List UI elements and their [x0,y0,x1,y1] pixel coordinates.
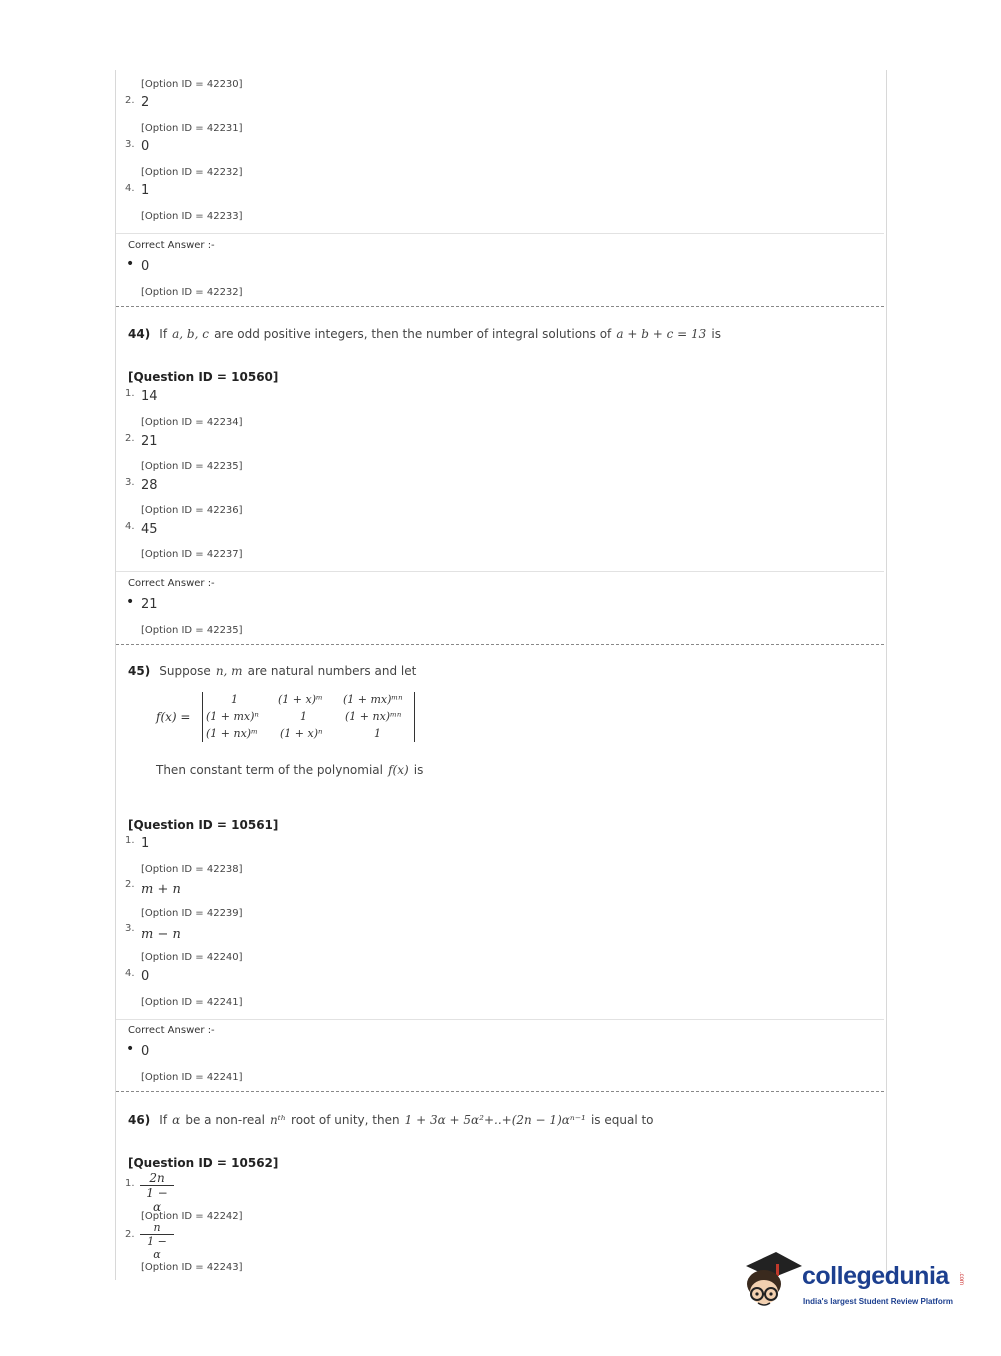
correct-answer-label: Correct Answer :- [128,578,215,589]
question-text: are odd positive integers, then the number of integral solutions of [214,327,612,341]
question-id: [Question ID = 10560] [128,370,279,384]
determinant-cell: (1 + nx)ᵐⁿ [345,710,402,723]
option-number: 1. [125,1178,135,1189]
logo-com: .com [958,1272,964,1286]
correct-answer-value: 0 [141,1044,150,1059]
option-id: [Option ID = 42235] [141,461,243,472]
correct-option-id: [Option ID = 42235] [141,625,243,636]
determinant-cell: 1 [374,727,381,740]
option-id: [Option ID = 42230] [141,79,243,90]
fraction-numerator: n [140,1221,174,1235]
question-number: 44) [128,327,151,341]
correct-answer-value: 21 [141,597,158,612]
option-value: 2 [141,95,150,110]
question-46 [128,1109,654,1128]
option-id: [Option ID = 42237] [141,549,243,560]
option-id: [Option ID = 42231] [141,123,243,134]
math-expression: α [172,1113,181,1127]
option-number: 4. [125,968,135,979]
mascot-icon [742,1250,804,1312]
option-id: [Option ID = 42242] [141,1211,243,1222]
question-separator [116,644,884,645]
determinant-cell: (1 + mx)ᵐⁿ [343,693,403,706]
fraction-numerator: 2n [140,1171,174,1186]
option-fraction [140,1221,174,1262]
logo-wordmark: collegedunia [802,1262,949,1290]
question-45-continued [156,759,423,778]
math-expression: 1 + 3α + 5α²+..+(2n − 1)αⁿ⁻¹ [404,1113,586,1127]
determinant-bar-left [202,692,203,742]
question-separator [116,306,884,307]
determinant-cell: 1 [231,693,238,706]
question-id: [Question ID = 10562] [128,1156,279,1170]
option-id: [Option ID = 42243] [141,1262,243,1273]
option-value: 45 [141,522,158,537]
determinant-cell: 1 [300,710,307,723]
question-number: 46) [128,1113,151,1127]
question-text: root of unity, then [291,1113,400,1127]
option-number: 1. [125,835,135,846]
option-number: 1. [125,388,135,399]
fraction-denominator: 1 − α [146,1186,168,1214]
determinant-cell: (1 + x)ᵐ [278,693,323,706]
option-id: [Option ID = 42239] [141,908,243,919]
option-number: 2. [125,433,135,444]
option-id: [Option ID = 42232] [141,167,243,178]
option-value: m − n [141,927,181,942]
question-text: are natural numbers and let [247,664,417,678]
fraction-denominator: 1 − α [147,1235,167,1261]
determinant-cell: (1 + nx)ᵐ [206,727,258,740]
divider [116,571,884,572]
correct-answer-label: Correct Answer :- [128,1025,215,1036]
question-number: 45) [128,664,151,678]
option-id: [Option ID = 42236] [141,505,243,516]
option-number: 3. [125,477,135,488]
math-expression: n, m [215,664,243,678]
option-id: [Option ID = 42234] [141,417,243,428]
bullet-icon: • [126,594,135,610]
math-expression: nᵗʰ [270,1113,286,1127]
question-text: is [413,763,424,777]
determinant-cell: (1 + mx)ⁿ [206,710,259,723]
option-id: [Option ID = 42241] [141,997,243,1008]
option-number: 4. [125,183,135,194]
option-value: m + n [141,882,181,897]
determinant [156,690,426,746]
option-value: 1 [141,183,150,198]
question-text: If [159,1113,168,1127]
question-text: is [711,327,721,341]
collegedunia-logo [742,1248,972,1318]
question-45 [128,660,416,679]
math-expression: a, b, c [172,327,209,341]
option-value: 0 [141,139,150,154]
option-number: 3. [125,923,135,934]
option-value: 14 [141,389,158,404]
question-text: Then constant term of the polynomial [156,763,383,777]
question-44 [128,323,721,342]
option-number: 2. [125,1229,135,1240]
question-text: If [159,327,168,341]
question-id: [Question ID = 10561] [128,818,279,832]
option-value: 0 [141,969,150,984]
option-number: 2. [125,95,135,106]
question-separator [116,1091,884,1092]
option-fraction [140,1171,174,1215]
bullet-icon: • [126,256,135,272]
determinant-label: f(x) = [156,710,191,724]
divider [116,233,884,234]
correct-option-id: [Option ID = 42241] [141,1072,243,1083]
bullet-icon: • [126,1041,135,1057]
option-value: 28 [141,478,158,493]
question-text: Suppose [159,664,211,678]
option-value: 21 [141,434,158,449]
correct-answer-label: Correct Answer :- [128,240,215,251]
option-number: 3. [125,139,135,150]
math-expression: a + b + c = 13 [616,327,707,341]
option-id: [Option ID = 42238] [141,864,243,875]
option-id: [Option ID = 42240] [141,952,243,963]
correct-answer-value: 0 [141,259,150,274]
option-value: 1 [141,836,150,851]
determinant-bar-right [414,692,415,742]
option-number: 2. [125,879,135,890]
option-number: 4. [125,521,135,532]
determinant-cell: (1 + x)ⁿ [280,727,323,740]
question-text: is equal to [590,1113,654,1127]
option-id: [Option ID = 42233] [141,211,243,222]
math-expression: f(x) [388,763,409,777]
logo-tagline: India's largest Student Review Platform [803,1297,953,1306]
correct-option-id: [Option ID = 42232] [141,287,243,298]
question-text: be a non-real [185,1113,265,1127]
divider [116,1019,884,1020]
